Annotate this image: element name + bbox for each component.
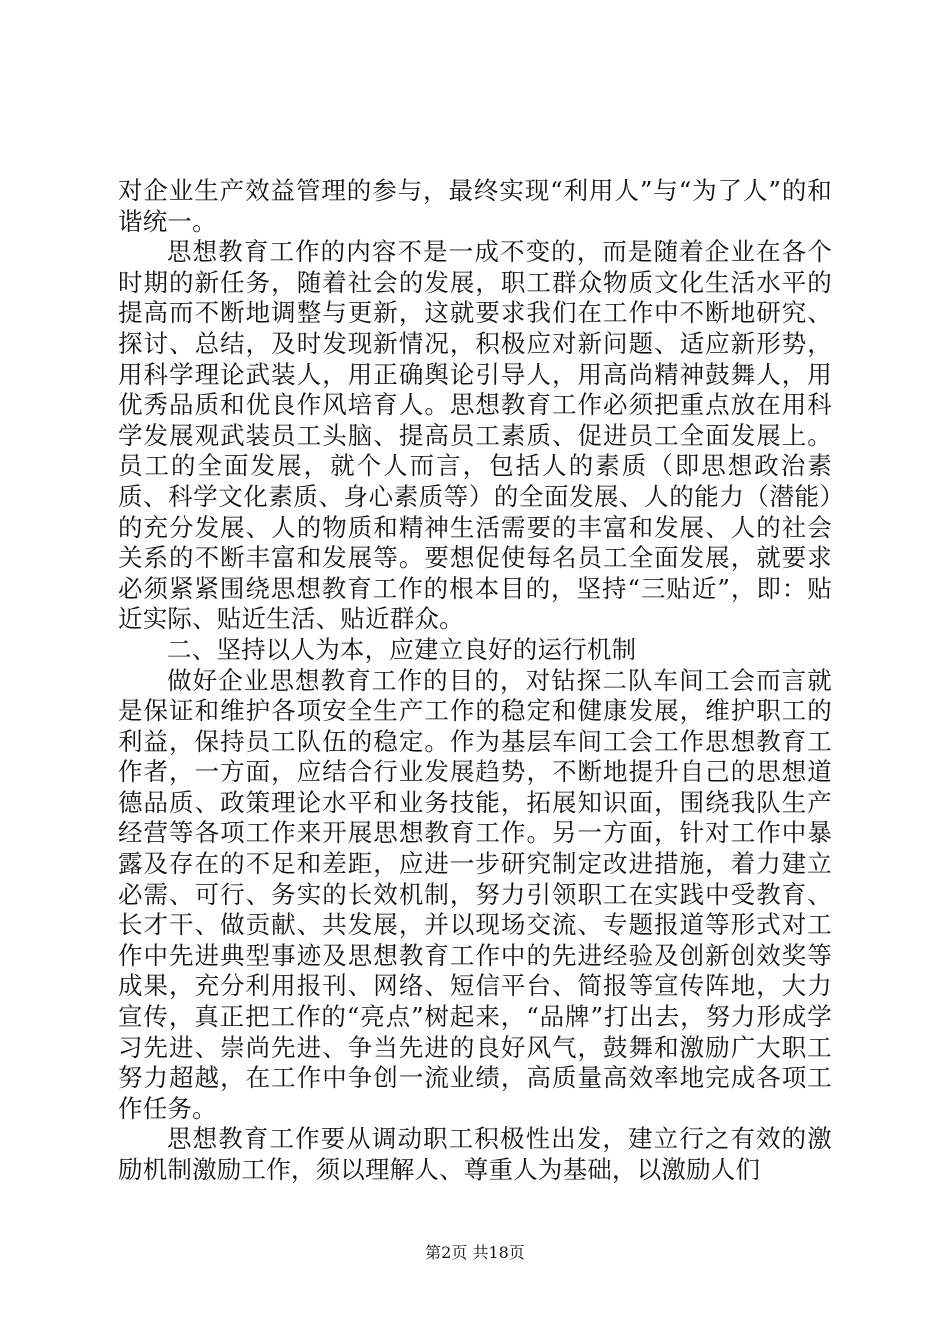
body-text <box>118 176 832 1186</box>
paragraph-3: 做好企业思想教育工作的目的，对钻探二队车间工会而言就是保证和维护各项安全生产工作的稳定和健康发展，维护职工的利益，保持员工队伍的稳定。作为基层车间工会工作思想教育工作者，一方面，应结合行业发展趋势，不断地提升自己的思想道德品质、政策理论水平和业务技能，拓展知识面，围绕我队生产经营等各项工作来开展思想教育工作。另一方面，针对工作中暴露及存在的不足和差距，应进一步研究制定改进措施，着力建立必需、可行、务实的长效机制，努力引领职工在实践中受教育、长才干、做贡献、共发展，并以现场交流、专题报道等形式对工作中先进典型事迹及思想教育工作中的先进经验及创新创效奖等成果，充分利用报刊、网络、短信平台、简报等宣传阵地，大力宣传，真正把工作的“亮点”树起来，“品牌”打出去，努力形成学习先进、崇尚先进、争当先进的良好风气，鼓舞和激励广大职工努力超越，在工作中争创一流业绩，高质量高效率地完成各项工作任务。 <box>118 665 832 1123</box>
section-heading: 二、坚持以人为本，应建立良好的运行机制 <box>167 634 637 664</box>
paragraph-1: 对企业生产效益管理的参与，最终实现“利用人”与“为了人”的和谐统一。 <box>118 176 832 236</box>
paragraph-4: 思想教育工作要从调动职工积极性出发，建立行之有效的激励机制激励工作，须以理解人、尊重人为基础，以激励人们 <box>118 1124 832 1184</box>
page-number-footer: 第2页 共18页 <box>425 1243 525 1262</box>
paragraph-2: 思想教育工作的内容不是一成不变的，而是随着企业在各个时期的新任务，随着社会的发展，职工群众物质文化生活水平的提高而不断地调整与更新，这就要求我们在工作中不断地研究、探讨、总结，及时发现新情况，积极应对新问题、适应新形势，用科学理论武装人，用正确舆论引导人，用高尚精神鼓舞人，用优秀品质和优良作风培育人。思想教育工作必须把重点放在用科学发展观武装员工头脑、提高员工素质、促进员工全面发展上。员工的全面发展，就个人而言，包括人的素质（即思想政治素质、科学文化素质、身心素质等）的全面发展、人的能力（潜能）的充分发展、人的物质和精神生活需要的丰富和发展、人的社会关系的不断丰富和发展等。要想促使每名员工全面发展，就要求必须紧紧围绕思想教育工作的根本目的，坚持“三贴近”，即：贴近实际、贴近生活、贴近群众。 <box>118 237 832 634</box>
